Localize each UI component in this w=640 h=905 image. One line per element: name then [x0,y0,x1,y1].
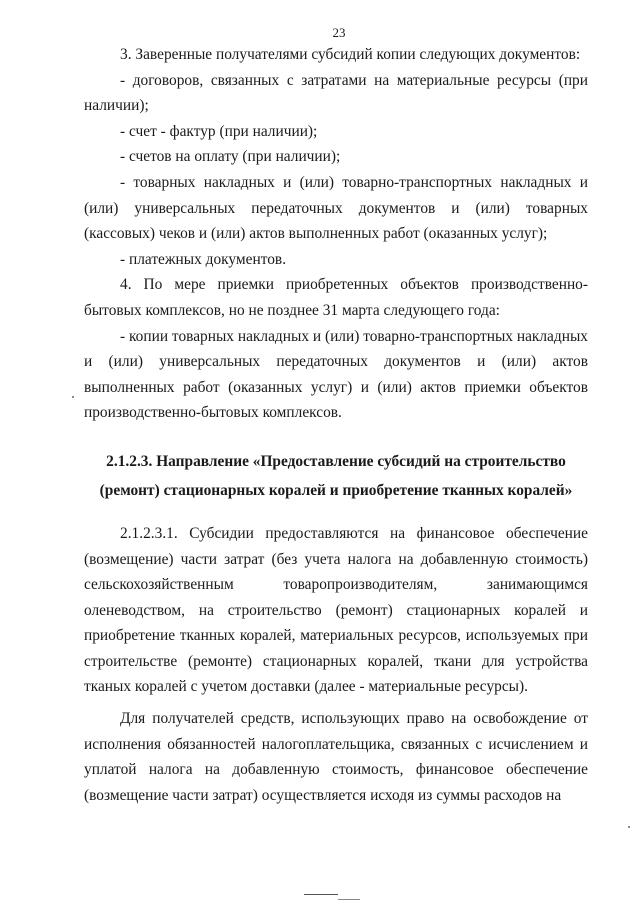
list-item-acceptance-intro: 4. По мере приемки приобретенных объектов производственно-бытовых комплексов, но не позднее 31 марта следующего года: [84,276,588,319]
scan-speck [628,826,630,828]
spacer [84,426,588,447]
scan-mark [338,899,360,900]
scan-mark [304,894,338,895]
paragraph-subsidy-line-2: (возмещение) части затрат (без учета налога на добавленную стоимость) [84,550,588,568]
document-body [84,42,588,808]
section-heading-line-1: 2.1.2.3. Направление «Предоставление субсидий на строительство [106,452,566,470]
list-item-payment-docs: - платежных документов. [120,250,287,268]
scan-speck [72,396,74,398]
word-producers: товаропроизводителям, [283,576,438,594]
paragraph-vat-exemption: Для получателей средств, использующих право на освобождение от исполнения обязанностей налогоплательщика, связанных с исчислением и уплатой налога на добавленную стоимость, финансовое обеспечение (возмещение части затрат) осуществляется исходя из суммы расходов на [84,710,588,804]
list-item-invoices: - счет - фактур (при наличии); [120,122,318,140]
paragraph-subsidy-line-1: 2.1.2.3.1. Субсидии предоставляются на финансовое обеспечение [120,524,588,542]
section-heading [84,447,588,505]
list-item-documents-intro: 3. Заверенные получателями субсидий копии следующих документов: [120,46,581,63]
paragraph-subsidy-rest: оленеводством, на строительство (ремонт) стационарных коралей и приобретение тканных коралей, материальных ресурсов, используемых при строительстве (ремонте) стационарных коралей, ткани для устройства тканых коралей с учетом доставки (далее - материальные ресурсы). [84,601,588,696]
word-engaged: занимающимся [486,576,588,594]
page-number: 23 [332,25,346,40]
list-item-contracts: - договоров, связанных с затратами на материальные ресурсы (при наличии); [84,71,588,115]
list-item-waybills: - товарных накладных и (или) товарно-транспортных накладных и (или) универсальных передаточных документов и (или) товарных (кассовых) чеков и (или) актов выполненных работ (оказанных услуг); [84,173,588,243]
paragraph-subsidy-line-3 [84,572,588,598]
list-item-copies: - копии товарных накладных и (или) товарно-транспортных накладных и (или) универсальных передаточных документов и (или) актов выполненных работ (оказанных услуг) и (или) актов приемки объектов производственно-бытовых комплексов. [84,327,588,422]
section-heading-line-2: (ремонт) стационарных коралей и приобретение тканных коралей» [99,481,573,499]
word-agricultural: сельскохозяйственным [84,576,234,594]
list-item-payment-bills: - счетов на оплату (при наличии); [120,148,341,166]
spacer [84,505,588,521]
